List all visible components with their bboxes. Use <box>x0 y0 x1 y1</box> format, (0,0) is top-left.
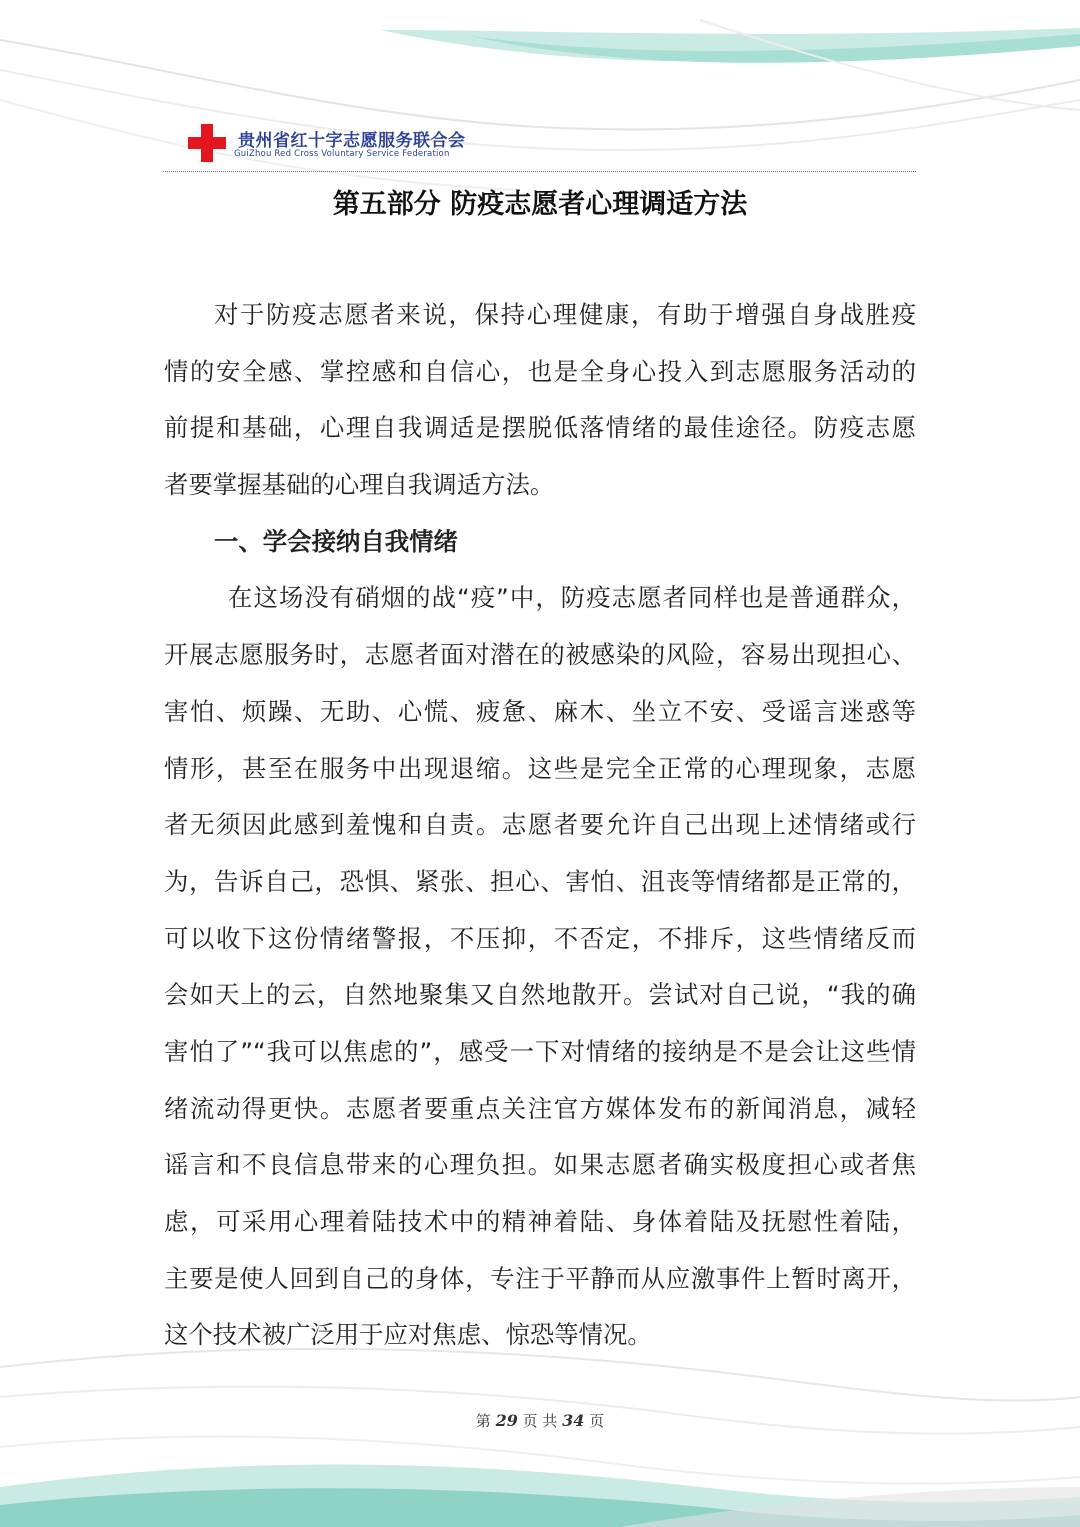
org-header <box>188 122 488 164</box>
current-page-number: 29 <box>495 1411 518 1430</box>
total-page-number: 34 <box>562 1411 585 1430</box>
paragraph-line: 会如天上的云，自然地聚集又自然地散开。尝试对自己说，“我的确 <box>164 980 916 1010</box>
paragraph-line: 可以收下这份情绪警报，不压抑，不否定，不排斥，这些情绪反而 <box>164 923 916 953</box>
paragraph-line: 害怕、烦躁、无助、心慌、疲惫、麻木、坐立不安、受谣言迷惑等 <box>164 696 916 726</box>
org-name-cn: 贵州省红十字志愿服务联合会 <box>238 131 466 151</box>
paragraph-line: 在这场没有硝烟的战“疫”中，防疫志愿者同样也是普通群众， <box>228 583 916 613</box>
paragraph-line: 开展志愿服务时，志愿者面对潜在的被感染的风险，容易出现担心、 <box>164 640 916 670</box>
paragraph-line: 害怕了”“我可以焦虑的”，感受一下对情绪的接纳是不是会让这些情 <box>164 1036 916 1066</box>
paragraph-line: 者要掌握基础的心理自我调适方法。 <box>164 470 555 500</box>
page-number-footer <box>0 1410 1080 1431</box>
paragraph-line: 为，告诉自己，恐惧、紧张、担心、害怕、沮丧等情绪都是正常的， <box>164 866 916 896</box>
red-cross-icon <box>188 124 226 162</box>
paragraph-line: 情形，甚至在服务中出现退缩。这些是完全正常的心理现象，志愿 <box>164 753 916 783</box>
footer-middle: 页 共 <box>522 1412 558 1430</box>
footer-suffix: 页 <box>589 1412 605 1430</box>
paragraph-line: 主要是使人回到自己的身体，专注于平静而从应激事件上暂时离开， <box>164 1263 916 1293</box>
paragraph-line: 虑，可采用心理着陆技术中的精神着陆、身体着陆及抚慰性着陆， <box>164 1207 916 1236</box>
paragraph-line: 这个技术被广泛用于应对焦虑、惊恐等情况。 <box>164 1320 652 1350</box>
bottom-wave-decoration <box>0 1337 1080 1527</box>
footer-prefix: 第 <box>475 1412 491 1430</box>
paragraph-line: 情的安全感、掌控感和自信心，也是全身心投入到志愿服务活动的 <box>164 356 916 386</box>
document-body <box>164 287 916 1364</box>
paragraph-line: 前提和基础，心理自我调适是摆脱低落情绪的最佳途径。防疫志愿 <box>164 413 916 443</box>
org-name-en: GuiZhou Red Cross Voluntary Service Federation <box>234 149 450 159</box>
page-title: 第五部分 防疫志愿者心理调适方法 <box>332 189 748 220</box>
header-divider <box>163 171 916 172</box>
paragraph-line: 谣言和不良信息带来的心理负担。如果志愿者确实极度担心或者焦 <box>164 1150 916 1180</box>
section-heading: 一、学会接纳自我情绪 <box>214 526 458 556</box>
paragraph-line: 者无须因此感到羞愧和自责。志愿者要允许自己出现上述情绪或行 <box>164 810 916 840</box>
paragraph-line: 绪流动得更快。志愿者要重点关注官方媒体发布的新闻消息，减轻 <box>164 1093 916 1123</box>
paragraph-line: 对于防疫志愿者来说，保持心理健康，有助于增强自身战胜疫 <box>214 300 916 329</box>
